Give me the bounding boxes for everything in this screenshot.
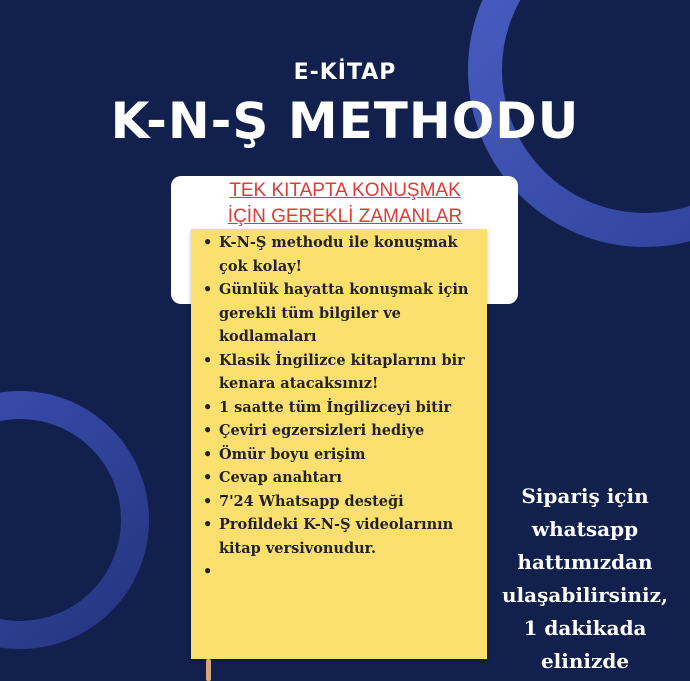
feature-item: • Profildeki K-N-Ş videolarının kitap versivonudur. [201, 513, 479, 560]
cta-line-4: ulaşabilirsiniz, [502, 583, 668, 607]
decorative-ring-left [0, 405, 135, 635]
feature-item: • Cevap anahtarı [201, 466, 479, 490]
page-title: K-N-Ş METHODU [110, 92, 580, 150]
subheading-line-1: TEK KITAPTA KONUŞMAK [229, 180, 461, 201]
feature-item: • Günlük hayatta konuşmak için gerekli tüm bilgiler ve kodlamaları [201, 278, 479, 349]
feature-item: • K-N-Ş methodu ile konuşmak çok kolay! [201, 231, 479, 278]
feature-item-empty [201, 560, 479, 582]
feature-item: • Çeviri egzersizleri hediye [201, 419, 479, 443]
subheading-line-2: İÇİN GEREKLİ ZAMANLAR [227, 206, 463, 227]
ebook-label: E-KİTAP [293, 60, 397, 85]
feature-item: • Klasik İngilizce kitaplarını bir kenara atacaksınız! [201, 349, 479, 396]
cta-line-5: 1 dakikada [523, 616, 647, 640]
feature-item: • 7'24 Whatsapp desteği [201, 490, 479, 514]
cta-line-2: whatsapp [531, 517, 639, 541]
note-stick [206, 659, 211, 681]
cta-line-1: Sipariş için [521, 484, 649, 508]
feature-note [191, 229, 487, 659]
feature-list [191, 229, 487, 582]
order-cta [480, 480, 690, 678]
subheading [190, 178, 500, 230]
cta-line-3: hattımızdan [517, 550, 653, 574]
cta-line-6: elinizde [540, 649, 630, 673]
feature-item: • 1 saatte tüm İngilizceyi bitir [201, 396, 479, 420]
feature-item: • Ömür boyu erişim [201, 443, 479, 467]
